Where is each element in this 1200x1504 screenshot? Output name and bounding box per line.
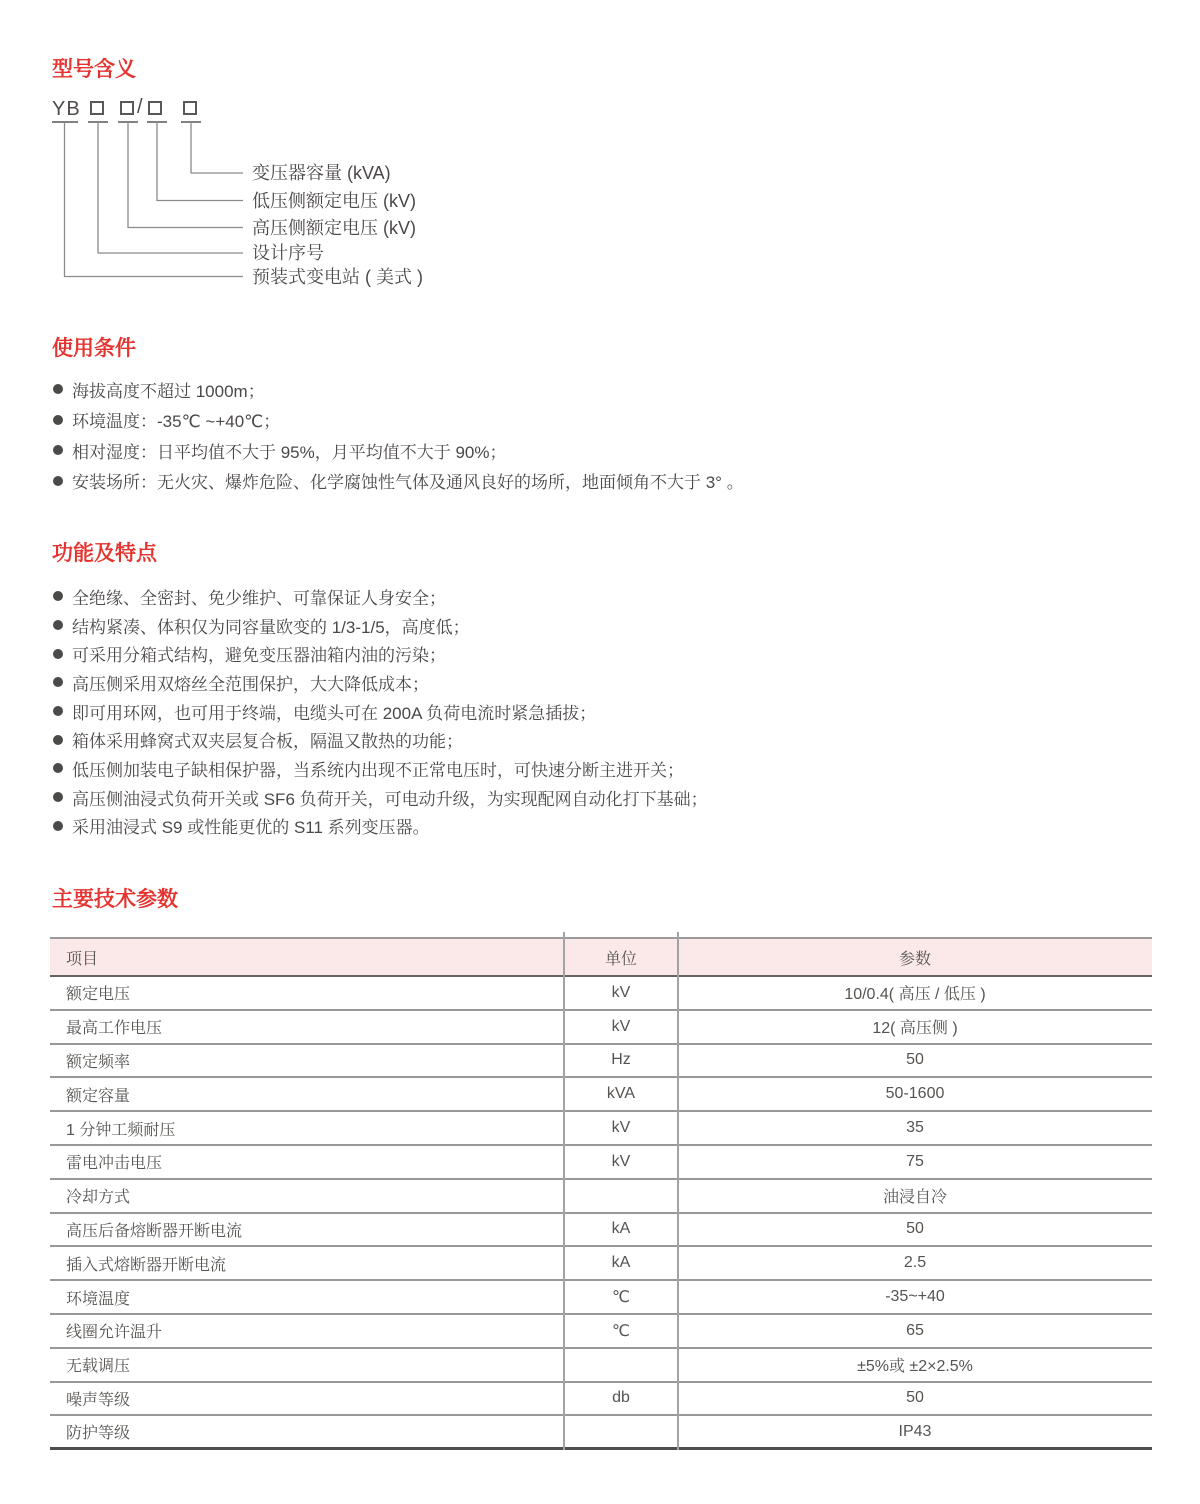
features-list [53, 582, 708, 840]
table-cell-unit: Hz [611, 1051, 631, 1069]
list-item [53, 405, 744, 436]
table-cell-unit: kA [611, 1220, 631, 1238]
table-cell-unit: kVA [606, 1085, 636, 1103]
table-cell-item: 冷却方式 [66, 1189, 131, 1207]
diagram-label-capacity: 变压器容量 (kVA) [252, 163, 391, 183]
list-item-text: 相对湿度：日平均值不大于 95%，月平均值不大于 90%； [72, 442, 507, 462]
table-row [50, 1247, 1152, 1281]
list-item [53, 668, 708, 697]
model-code-diagram [52, 95, 672, 305]
section-title-main-parameters: 主要技术参数 [52, 888, 178, 911]
list-item-text: 安装场所：无火灾、爆炸危险、化学腐蚀性气体及通风良好的场所，地面倾角不大于 3° 。 [72, 473, 744, 493]
table-row [50, 1416, 1152, 1450]
bullet-icon [53, 620, 63, 630]
table-cell-value: 50 [906, 1220, 924, 1238]
section-title-features: 功能及特点 [52, 542, 157, 565]
table-column-divider [677, 932, 679, 1450]
table-header-row [50, 939, 1152, 977]
table-cell-value: IP43 [898, 1422, 932, 1440]
list-item-text: 高压侧油浸式负荷开关或 SF6 负荷开关，可电动升级，为实现配网自动化打下基础； [72, 789, 708, 809]
table-cell-item: 线圈允许温升 [66, 1324, 163, 1342]
model-separator: / [137, 96, 143, 118]
table-cell-item: 雷电冲击电压 [66, 1155, 163, 1173]
list-item-text: 高压侧采用双熔丝全范围保护，大大降低成本； [72, 674, 429, 694]
table-cell-value: 65 [906, 1321, 924, 1339]
table-cell-item: 噪声等级 [66, 1391, 131, 1409]
diagram-label-design-no: 设计序号 [252, 243, 324, 263]
diagram-label-lv-voltage: 低压侧额定电压 (kV) [252, 190, 416, 211]
table-cell-value: 油浸自冷 [882, 1189, 947, 1207]
table-row [50, 1281, 1152, 1315]
table-cell-unit: ℃ [612, 1289, 630, 1307]
table-cell-unit: kV [611, 1017, 631, 1035]
list-item-text: 即可用环网，也可用于终端，电缆头可在 200A 负荷电流时紧急插拔； [72, 703, 597, 723]
bullet-icon [53, 384, 63, 394]
table-cell-value: 50 [906, 1051, 924, 1069]
section-title-model-meaning: 型号含义 [52, 58, 136, 81]
diagram-label-hv-voltage: 高压侧额定电压 (kV) [252, 217, 416, 238]
table-cell-value: 12( 高压侧 ) [872, 1020, 958, 1038]
parameters-table [50, 937, 1152, 1450]
table-row [50, 1383, 1152, 1417]
bullet-icon [53, 677, 63, 687]
table-cell-item: 插入式熔断器开断电流 [66, 1256, 227, 1274]
table-header-value: 参数 [898, 950, 931, 968]
diagram-label-station: 预装式变电站 ( 美式 ) [252, 266, 423, 287]
table-cell-unit: db [612, 1389, 630, 1407]
bullet-icon [53, 649, 63, 659]
bullet-icon [53, 821, 63, 831]
list-item-text: 箱体采用蜂窝式双夹层复合板，隔温又散热的功能； [72, 732, 463, 752]
list-item [53, 374, 744, 405]
table-cell-value: ±5%或 ±2×2.5% [857, 1358, 973, 1376]
table-row [50, 1180, 1152, 1214]
list-item-text: 低压侧加装电子缺相保护器，当系统内出现不正常电压时，可快速分断主进开关； [72, 760, 684, 780]
list-item-text: 海拔高度不超过 1000m； [72, 381, 265, 401]
table-cell-value: -35~+40 [885, 1288, 945, 1306]
table-header-item: 项目 [66, 950, 99, 968]
list-item [53, 582, 708, 611]
list-item [53, 697, 708, 726]
list-item [53, 639, 708, 668]
table-row [50, 977, 1152, 1011]
table-cell-unit: kV [611, 1152, 631, 1170]
table-row [50, 1349, 1152, 1383]
table-cell-item: 环境温度 [66, 1290, 131, 1308]
table-row [50, 1045, 1152, 1079]
table-cell-item: 额定电压 [66, 986, 131, 1004]
bullet-icon [53, 792, 63, 802]
table-column-divider [563, 932, 565, 1450]
table-cell-value: 35 [906, 1119, 924, 1137]
bullet-icon [53, 706, 63, 716]
table-cell-unit: kA [611, 1254, 631, 1272]
table-row [50, 1214, 1152, 1248]
table-cell-value: 2.5 [903, 1254, 927, 1272]
list-item [53, 783, 708, 812]
usage-conditions-list [53, 374, 744, 496]
table-cell-value: 10/0.4( 高压 / 低压 ) [844, 986, 986, 1004]
table-cell-value: 75 [906, 1152, 924, 1170]
list-item [53, 725, 708, 754]
list-item-text: 全绝缘、全密封、免少维护、可靠保证人身安全； [72, 588, 446, 608]
table-row [50, 1078, 1152, 1112]
table-cell-unit: kV [611, 983, 631, 1001]
table-cell-value: 50-1600 [885, 1085, 945, 1103]
table-row [50, 1146, 1152, 1180]
table-cell-item: 防护等级 [66, 1425, 131, 1443]
list-item-text: 环境温度：-35℃ ~+40℃； [72, 412, 281, 432]
bullet-icon [53, 591, 63, 601]
table-row [50, 1011, 1152, 1045]
bullet-icon [53, 445, 63, 455]
bullet-icon [53, 476, 63, 486]
table-row [50, 1112, 1152, 1146]
table-cell-value: 50 [906, 1389, 924, 1407]
list-item-text: 结构紧凑、体积仅为同容量欧变的 1/3-1/5，高度低； [72, 617, 470, 637]
table-cell-item: 最高工作电压 [66, 1020, 163, 1038]
table-cell-item: 高压后备熔断器开断电流 [66, 1222, 243, 1240]
list-item-text: 采用油浸式 S9 或性能更优的 S11 系列变压器。 [72, 818, 430, 838]
list-item [53, 435, 744, 466]
model-prefix: YB [52, 98, 81, 120]
table-cell-item: 1 分钟工频耐压 [66, 1121, 176, 1139]
section-title-usage-conditions: 使用条件 [52, 337, 136, 360]
bullet-icon [53, 763, 63, 773]
table-cell-item: 无载调压 [66, 1358, 131, 1376]
list-item [53, 812, 708, 841]
bullet-icon [53, 415, 63, 425]
bullet-icon [53, 735, 63, 745]
table-header-unit: 单位 [604, 950, 637, 968]
list-item [53, 466, 744, 497]
list-item [53, 754, 708, 783]
list-item [53, 611, 708, 640]
table-cell-unit: kV [611, 1119, 631, 1137]
table-row [50, 1315, 1152, 1349]
table-cell-item: 额定容量 [66, 1087, 131, 1105]
list-item-text: 可采用分箱式结构，避免变压器油箱内油的污染； [72, 646, 446, 666]
table-cell-unit: ℃ [612, 1322, 630, 1340]
table-cell-item: 额定频率 [66, 1053, 131, 1071]
